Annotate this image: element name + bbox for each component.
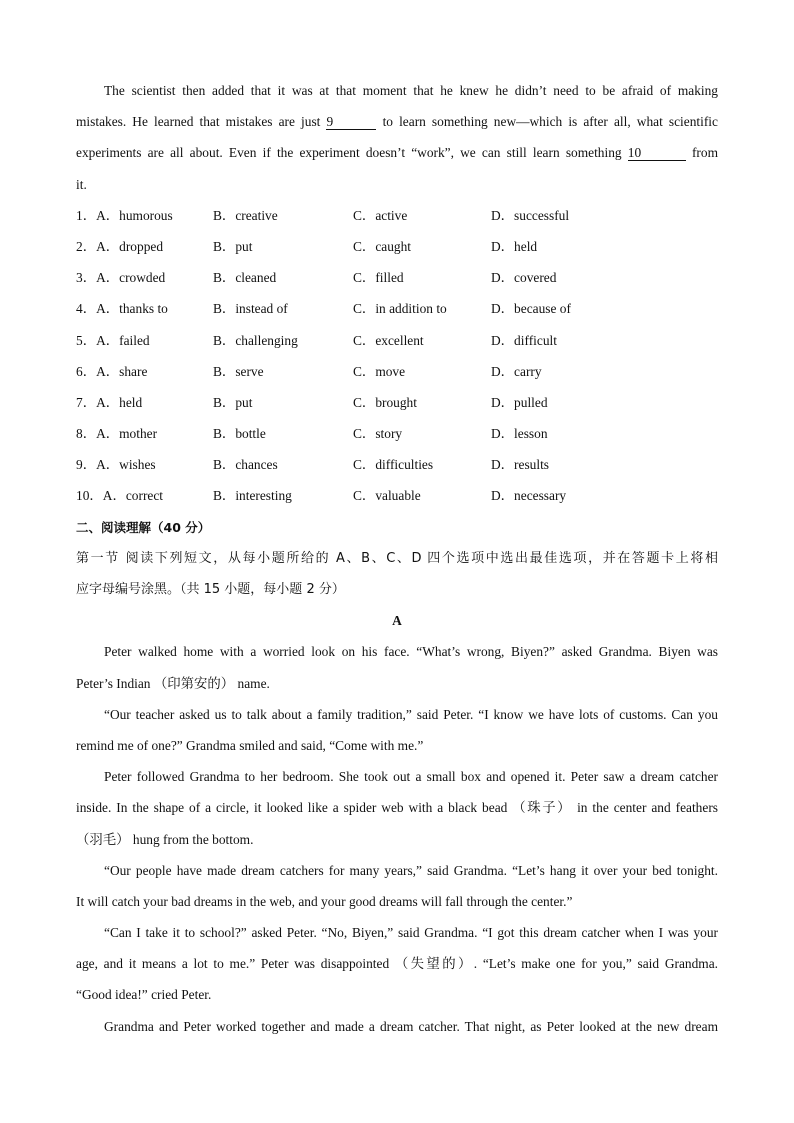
paragraph-line: “Can I take it to school?” asked Peter. “No, Biyen,” said Grandma. “I got this dream catcher when I was your xyxy=(104,925,718,941)
option-c: C．in addition to xyxy=(353,301,447,317)
option-row xyxy=(76,484,718,515)
option-a: 1．A．humorous xyxy=(76,207,173,223)
option-b: B．put xyxy=(213,394,253,410)
option-b: B．put xyxy=(213,238,253,254)
paragraph-line: it. xyxy=(76,176,87,192)
page-content xyxy=(76,79,718,1046)
text-fragment: experiments are all about. Even if the experiment doesn’t “work”, we can still learn something xyxy=(76,145,622,161)
paragraph-line: It will catch your bad dreams in the web, and your good dreams will fall through the center.” xyxy=(76,893,573,909)
section-instructions: 应字母编号涂黑。（共 15 小题，每小题 2 分） xyxy=(76,582,345,597)
paragraph-line: remind me of one?” Grandma smiled and said, “Come with me.” xyxy=(76,737,424,753)
blank-9: 9 xyxy=(326,114,376,130)
option-a: 8．A．mother xyxy=(76,426,158,442)
paragraph-line: The scientist then added that it was at that moment that he knew he didn’t need to be afraid of making xyxy=(104,83,718,98)
section-instructions: 第一节 阅读下列短文，从每小题所给的 A、B、C、D 四个选项中选出最佳选项，并在答题卡上将相 xyxy=(76,550,718,566)
passage-label: A xyxy=(392,613,402,629)
paragraph-line: （羽毛） hung from the bottom. xyxy=(76,831,254,847)
paragraph-line: “Our teacher asked us to talk about a family tradition,” said Peter. “I know we have lots of customs. Can you xyxy=(104,706,718,722)
option-a: 7．A．held xyxy=(76,394,143,410)
paragraph-line xyxy=(76,141,718,172)
text-fragment: to learn something new—which is after all, what scientific xyxy=(382,114,718,130)
option-c: C．valuable xyxy=(353,488,421,504)
option-b: B．serve xyxy=(213,363,264,379)
option-a: 2．A．dropped xyxy=(76,238,164,254)
paragraph-line: inside. In the shape of a circle, it looked like a spider web with a black bead （珠子） in the center and feathers xyxy=(76,800,718,816)
option-c: C．active xyxy=(353,207,408,223)
option-b: B．chances xyxy=(213,457,278,473)
option-c: C．move xyxy=(353,363,406,379)
option-row xyxy=(76,235,718,266)
option-a: 9．A．wishes xyxy=(76,457,156,473)
option-c: C．filled xyxy=(353,270,404,286)
options-list xyxy=(76,204,718,516)
option-d: D．pulled xyxy=(491,394,548,410)
paragraph-line: “Good idea!” cried Peter. xyxy=(76,987,212,1003)
option-b: B．bottle xyxy=(213,426,266,442)
option-c: C．story xyxy=(353,426,403,442)
option-b: B．creative xyxy=(213,207,278,223)
option-row xyxy=(76,422,718,453)
option-row xyxy=(76,297,718,328)
option-a: 6．A．share xyxy=(76,363,148,379)
option-row xyxy=(76,453,718,484)
option-c: C．excellent xyxy=(353,332,424,348)
option-b: B．cleaned xyxy=(213,270,277,286)
option-b: B．instead of xyxy=(213,301,288,317)
option-d: D．difficult xyxy=(491,332,557,348)
paragraph-line: “Our people have made dream catchers for many years,” said Grandma. “Let’s hang it over your bed tonight. xyxy=(104,862,718,878)
option-d: D．held xyxy=(491,238,538,254)
option-a: 10．A．correct xyxy=(76,488,164,504)
option-row xyxy=(76,360,718,391)
section-heading: 二、阅读理解（40 分） xyxy=(76,519,211,535)
option-b: B．challenging xyxy=(213,332,298,348)
paragraph-line: Peter’s Indian （印第安的） name. xyxy=(76,675,270,691)
paragraph-line: Grandma and Peter worked together and made a dream catcher. That night, as Peter looked at the new dream xyxy=(104,1018,718,1034)
paragraph-line xyxy=(76,110,718,141)
paragraph-line: age, and it means a lot to me.” Peter was disappointed （失望的）. “Let’s make one for you,” said Grandma. xyxy=(76,956,718,972)
option-d: D．successful xyxy=(491,207,570,223)
option-c: C．brought xyxy=(353,394,417,410)
option-a: 3．A．crowded xyxy=(76,270,166,286)
option-row xyxy=(76,329,718,360)
option-d: D．carry xyxy=(491,363,542,379)
option-a: 4．A．thanks to xyxy=(76,301,168,317)
option-d: D．results xyxy=(491,457,550,473)
blank-10: 10 xyxy=(628,145,686,161)
option-d: D．lesson xyxy=(491,426,548,442)
option-c: C．difficulties xyxy=(353,457,434,473)
option-row xyxy=(76,266,718,297)
option-a: 5．A．failed xyxy=(76,332,150,348)
option-c: C．caught xyxy=(353,238,412,254)
text-fragment: mistakes. He learned that mistakes are just xyxy=(76,114,321,130)
option-d: D．covered xyxy=(491,270,557,286)
text-fragment: from xyxy=(691,145,718,161)
option-d: D．necessary xyxy=(491,488,567,504)
paragraph-line: Peter walked home with a worried look on his face. “What’s wrong, Biyen?” asked Grandma. Biyen was xyxy=(104,644,718,660)
option-b: B．interesting xyxy=(213,488,292,504)
option-row xyxy=(76,204,718,235)
option-row xyxy=(76,391,718,422)
option-d: D．because of xyxy=(491,301,571,317)
paragraph-line: Peter followed Grandma to her bedroom. She took out a small box and opened it. Peter saw a dream catcher xyxy=(104,769,718,785)
